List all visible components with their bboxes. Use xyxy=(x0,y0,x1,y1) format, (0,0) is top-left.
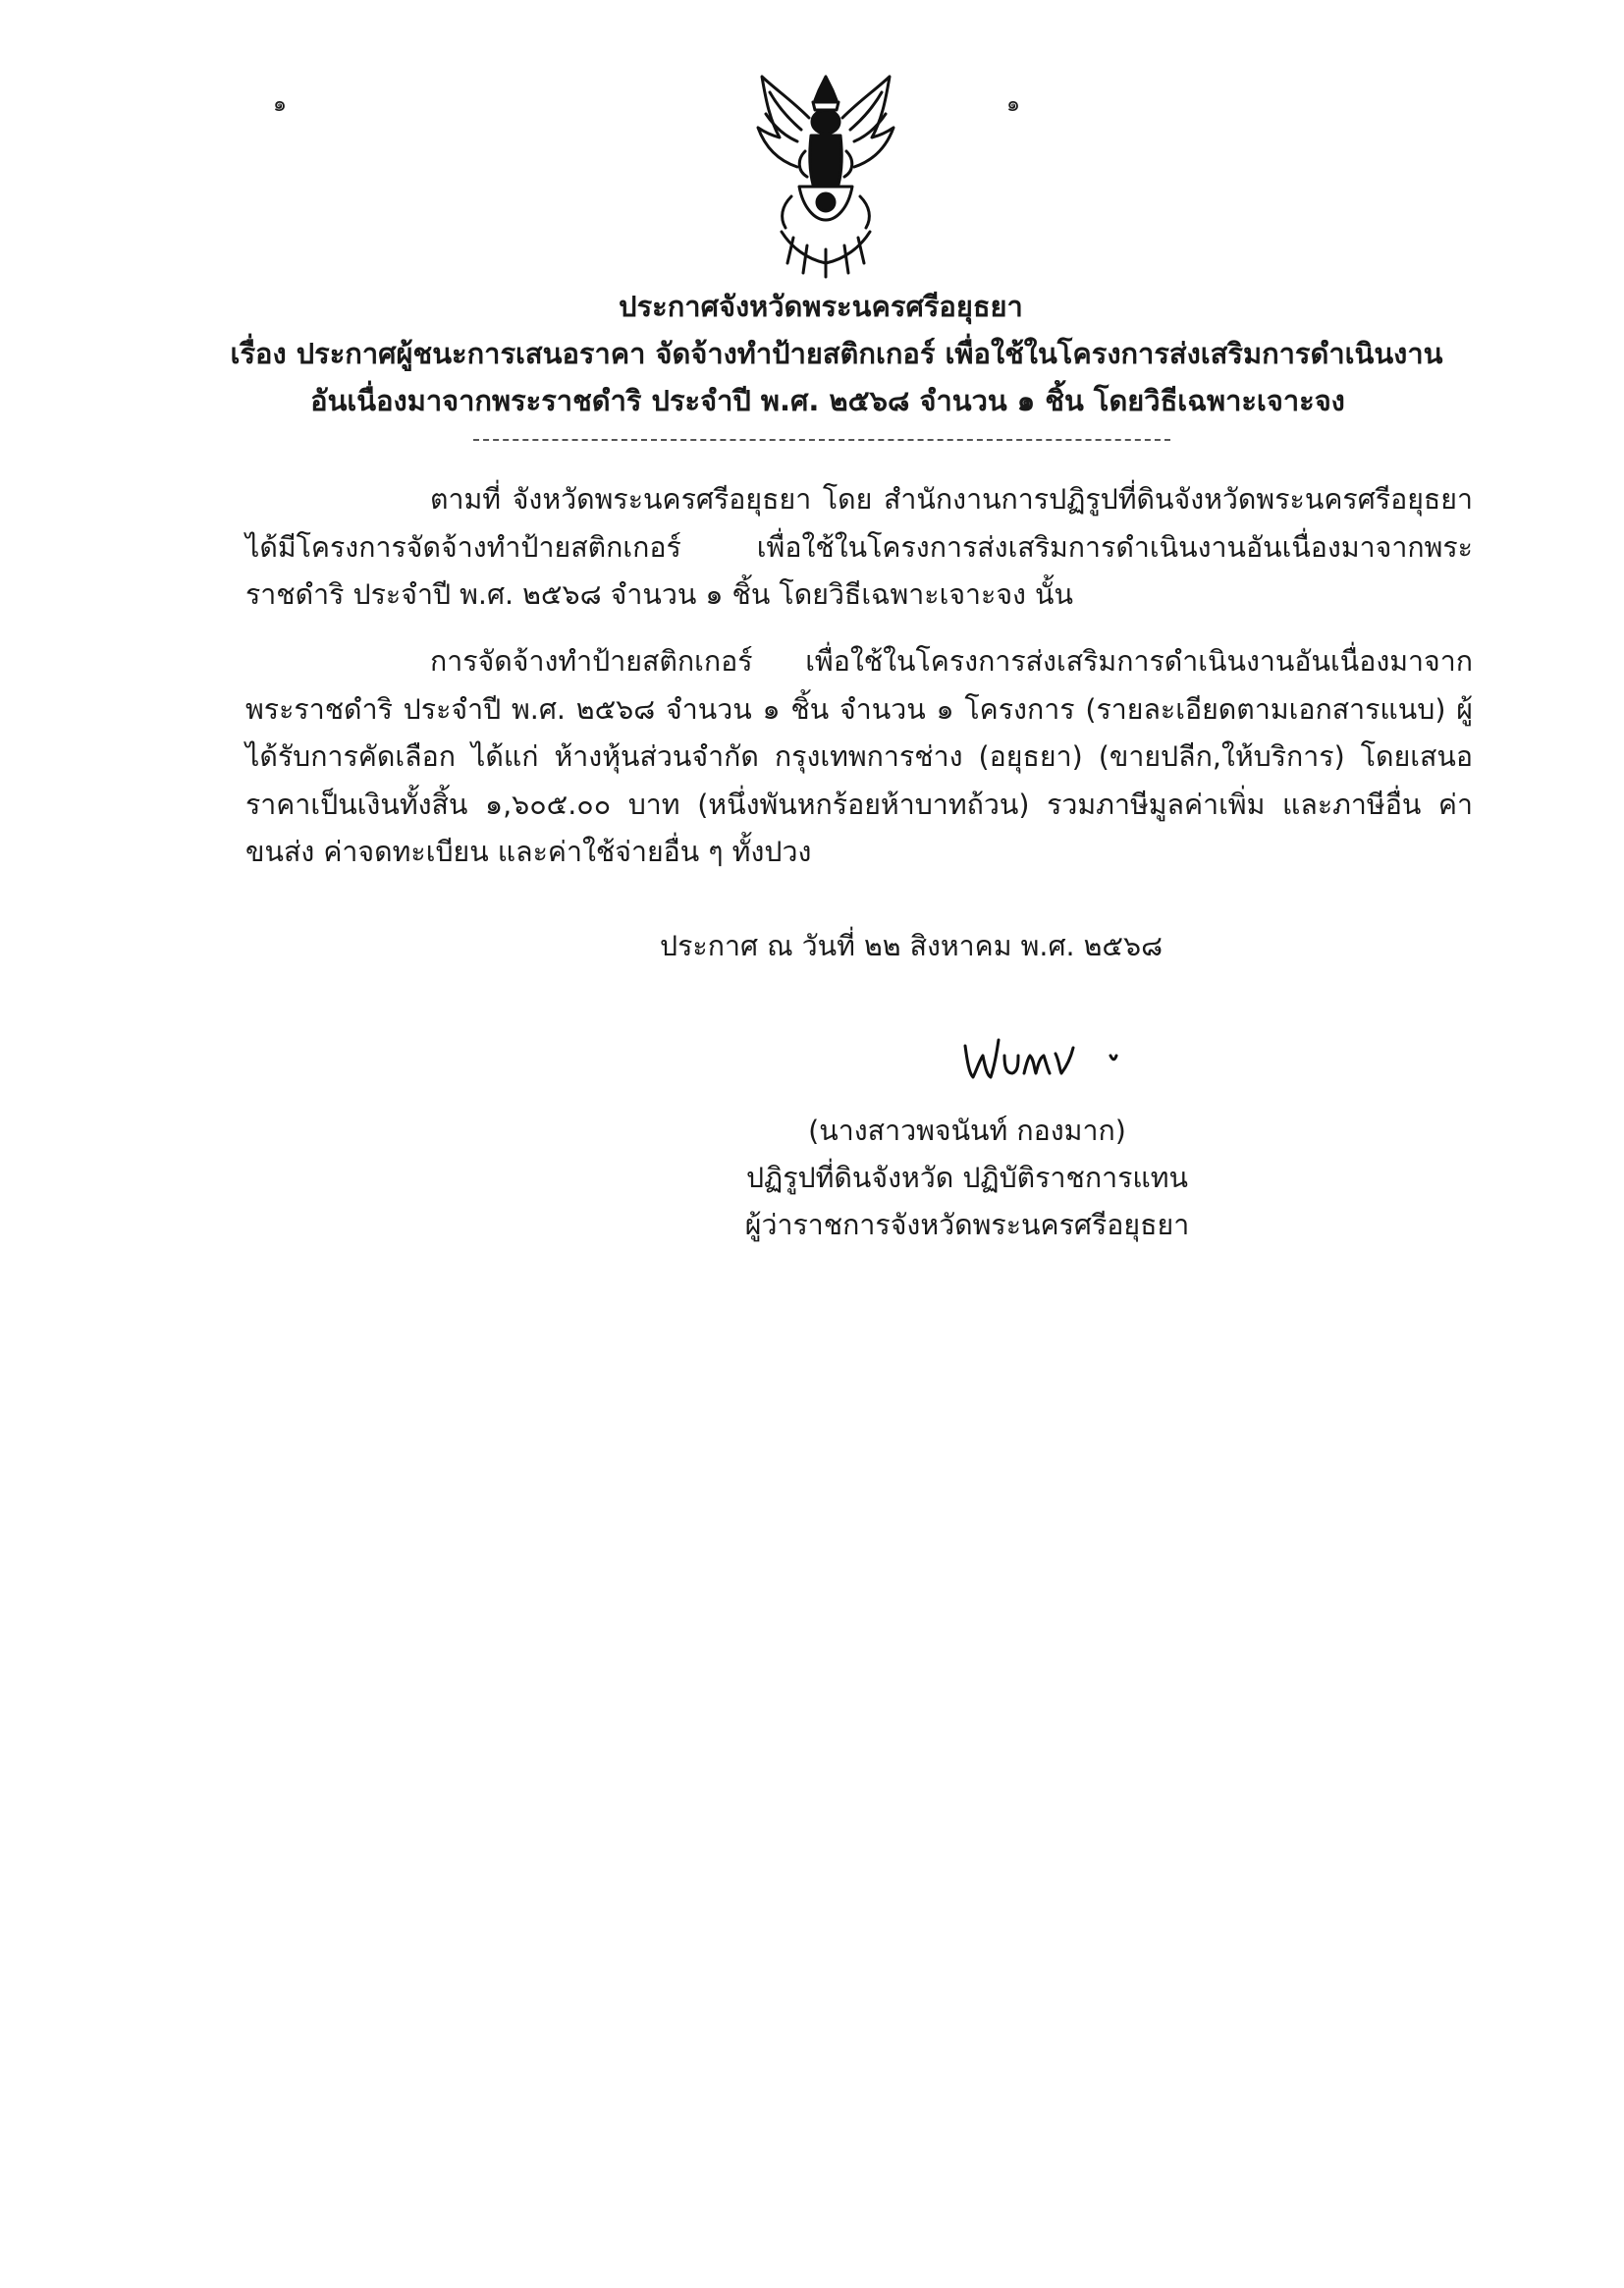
signer-position-1: ปฏิรูปที่ดินจังหวัด ปฏิบัติราชการแทน xyxy=(745,1162,1189,1194)
signer-position-2: ผู้ว่าราชการจังหวัดพระนครศรีอยุธยา xyxy=(744,1209,1190,1241)
body-paragraph-2 xyxy=(245,638,1473,877)
announcement-date: ประกาศ ณ วันที่ ๒๒ สิงหาคม พ.ศ. ๒๕๖๘ xyxy=(660,930,1164,962)
paragraph-1-text: ตามที่ จังหวัดพระนครศรีอยุธยา โดย สำนักงานการปฏิรูปที่ดินจังหวัดพระนครศรีอยุธยา ได้มีโครงการจัดจ้างทำป้ายสติกเกอร์ เพื่อใช้ในโครงการส่งเสริมการดำเนินงานอันเนื่องมาจากพระราชดำริ ประจำปี พ.ศ. ๒๕๖๘ จำนวน ๑ ชิ้น โดยวิธีเฉพาะเจาะจง นั้น xyxy=(245,483,1473,611)
body-paragraph-1 xyxy=(245,476,1473,620)
handwritten-signature xyxy=(957,1026,1134,1090)
page-mark-left: ๑ xyxy=(273,92,287,117)
divider-dashed xyxy=(473,439,1170,441)
announcement-title: ประกาศจังหวัดพระนครศรีอยุธยา xyxy=(619,290,1023,323)
paragraph-2-text: การจัดจ้างทำป้ายสติกเกอร์ เพื่อใช้ในโครงการส่งเสริมการดำเนินงานอันเนื่องมาจากพระราชดำริ ประจำปี พ.ศ. ๒๕๖๘ จำนวน ๑ ชิ้น จำนวน ๑ โครงการ (รายละเอียดตามเอกสารแนบ) ผู้ได้รับการคัดเลือก ได้แก่ ห้างหุ้นส่วนจำกัด กรุงเทพการช่าง (อยุธยา) (ขายปลีก,ให้บริการ) โดยเสนอราคาเป็นเงินทั้งสิ้น ๑,๖๐๕.๐๐ บาท (หนึ่งพันหกร้อยห้าบาทถ้วน) รวมภาษีมูลค่าเพิ่ม และภาษีอื่น ค่าขนส่ง ค่าจดทะเบียน และค่าใช้จ่ายอื่น ๆ ทั้งปวง xyxy=(245,645,1473,868)
signer-name: (นางสาวพจนันท์ กองมาก) xyxy=(808,1115,1126,1147)
subject-line-1: เรื่อง ประกาศผู้ชนะการเสนอราคา จัดจ้างทำป้ายสติกเกอร์ เพื่อใช้ในโครงการส่งเสริมการดำเนินงาน xyxy=(230,337,1443,370)
garuda-emblem-icon xyxy=(752,71,899,282)
signature-block xyxy=(736,1108,1198,1249)
title-block xyxy=(0,283,1624,424)
page-mark-right: ๑ xyxy=(1006,92,1020,117)
subject-line-2: อันเนื่องมาจากพระราชดำริ ประจำปี พ.ศ. ๒๕๖๘ จำนวน ๑ ชิ้น โดยวิธีเฉพาะเจาะจง xyxy=(310,384,1345,417)
